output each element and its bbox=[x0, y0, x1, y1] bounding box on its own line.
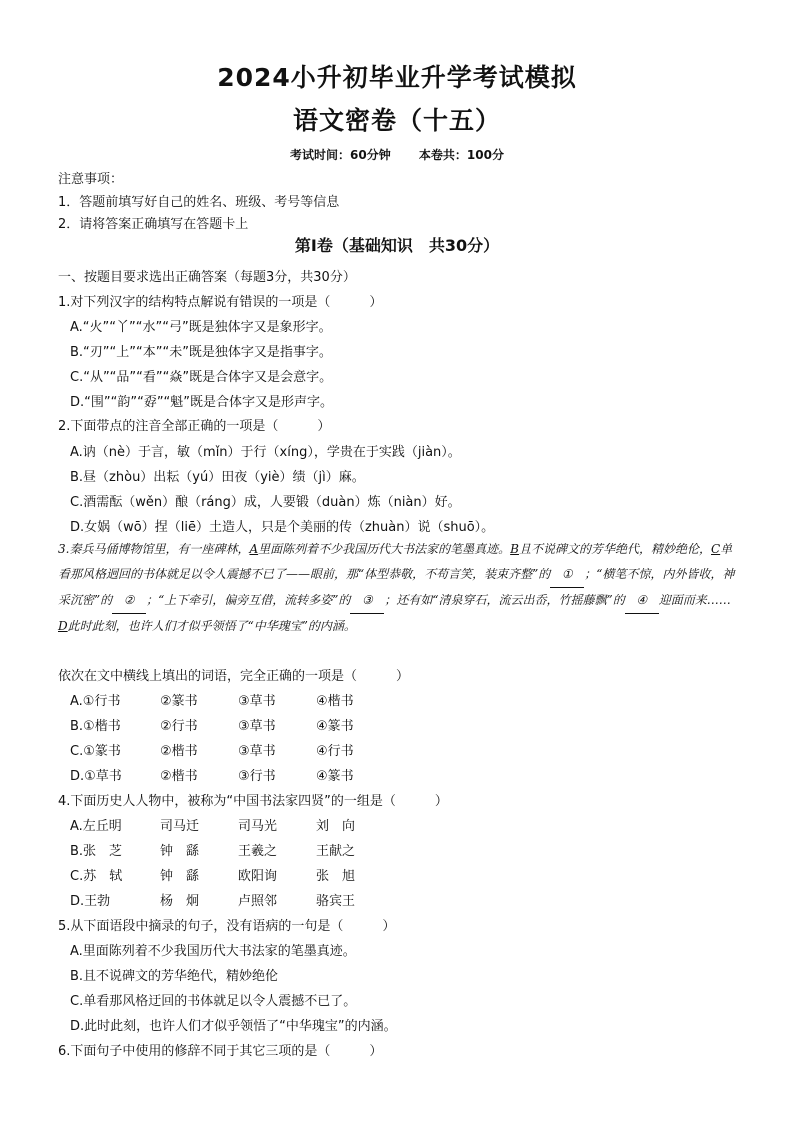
notice-item: 1．答题前填写好自己的姓名、班级、考号等信息 bbox=[58, 195, 340, 210]
section-title: 第Ⅰ卷（基础知识 共30分） bbox=[294, 236, 500, 255]
option-c: C.苏 轼 钟 繇 欧阳询 张 旭 bbox=[70, 869, 356, 884]
option-d: D.①草书 ②楷书 ③行书 ④篆书 bbox=[70, 769, 354, 784]
blank-2: ② bbox=[112, 588, 146, 614]
blank-1: ① bbox=[550, 562, 584, 588]
option-d: D.女娲（wō）捏（liē）土造人，只是个美丽的传（zhuàn）说（shuō）。 bbox=[70, 520, 495, 535]
option-d: D.此时此刻，也许人们才似乎领悟了“中华瑰宝”的内涵。 bbox=[70, 1019, 397, 1034]
question-stem: 6.下面句子中使用的修辞不同于其它三项的是（ ） bbox=[58, 1044, 383, 1059]
marker-b: B bbox=[510, 542, 519, 556]
exam-time: 考试时间：60分钟 bbox=[290, 148, 391, 162]
marker-c: C bbox=[710, 542, 721, 556]
marker-d: D bbox=[58, 619, 68, 633]
total-score: 本卷共：100分 bbox=[418, 148, 504, 162]
option-b: B.“刃”“上”“本”“未”既是独体字又是指事字。 bbox=[70, 345, 332, 360]
option-b: B.①楷书 ②行书 ③草书 ④篆书 bbox=[70, 719, 354, 734]
option-c: C.①篆书 ②楷书 ③草书 ④行书 bbox=[70, 744, 354, 759]
option-d: D.王勃 杨 炯 卢照邻 骆宾王 bbox=[70, 894, 356, 909]
exam-title-line1: 2024小升初毕业升学考试模拟 bbox=[217, 63, 577, 92]
option-a: A.左丘明 司马迁 司马光 刘 向 bbox=[70, 819, 356, 834]
reading-passage: 3.秦兵马俑博物馆里，有一座碑林，A里面陈列着不少我国历代大书法家的笔墨真迹。B且不说碑文的芳华绝代，精妙绝伦，C单看那风格迥回的书体就足以令人震撼不已了——眼前，那“体型恭敬，不苟言笑，装束齐整”的 ① ；“横笔不惊，内外皆收，神采沉密”的 ② ；“上下牵引，偏旁互借，流转多姿”的 ③ ；还有如“清泉穿石，流云出岙，竹摇藤飘”的 ④ 迎面而来……D此时此刻，也许人们才似乎领悟了“中华瑰宝”的内涵。 bbox=[58, 542, 735, 633]
blank-4: ④ bbox=[625, 588, 659, 614]
option-d: D.“围”“韵”“孬”“魁”既是合体字又是形声字。 bbox=[70, 395, 334, 410]
option-a: A.①行书 ②篆书 ③草书 ④楷书 bbox=[70, 694, 354, 709]
question-stem: 5.从下面语段中摘录的句子，没有语病的一句是（ ） bbox=[58, 919, 396, 934]
option-b: B.昼（zhòu）出耘（yú）田夜（yiè）绩（jì）麻。 bbox=[70, 470, 365, 485]
option-c: C.酒需酝（wěn）酿（ráng）成，人要锻（duàn）炼（niàn）好。 bbox=[70, 495, 461, 510]
option-c: C.“从”“品”“看”“焱”既是合体字又是会意字。 bbox=[70, 370, 333, 385]
question-stem: 2.下面带点的注音全部正确的一项是（ ） bbox=[58, 419, 331, 434]
blank-3: ③ bbox=[350, 588, 384, 614]
option-b: B.张 芝 钟 繇 王羲之 王献之 bbox=[70, 844, 356, 859]
option-a: A.“火”“丫”“水”“弓”既是独体字又是象形字。 bbox=[70, 320, 332, 335]
option-b: B.且不说碑文的芳华绝代，精妙绝伦 bbox=[70, 969, 279, 984]
option-c: C.单看那风格迂回的书体就足以令人震撼不已了。 bbox=[70, 994, 357, 1009]
option-a: A.讷（nè）于言，敏（mǐn）于行（xíng），学贵在于实践（jiàn）。 bbox=[70, 445, 461, 460]
exam-meta bbox=[0, 146, 794, 163]
marker-a: A bbox=[249, 542, 259, 556]
question-stem: 1.对下列汉字的结构特点解说有错误的一项是（ ） bbox=[58, 295, 383, 310]
option-a: A.里面陈列着不少我国历代大书法家的笔墨真迹。 bbox=[70, 944, 356, 959]
exam-title-line2: 语文密卷（十五） bbox=[292, 106, 501, 135]
question-stem: 4.下面历史人人物中，被称为“中国书法家四贤”的一组是（ ） bbox=[58, 794, 448, 809]
question-stem: 依次在文中横线上填出的词语，完全正确的一项是（ ） bbox=[58, 669, 410, 684]
part-heading: 一、按题目要求选出正确答案（每题3分，共30分） bbox=[58, 270, 356, 285]
notice-item: 2．请将答案正确填写在答题卡上 bbox=[58, 217, 249, 232]
notice-heading: 注意事项： bbox=[58, 172, 124, 187]
